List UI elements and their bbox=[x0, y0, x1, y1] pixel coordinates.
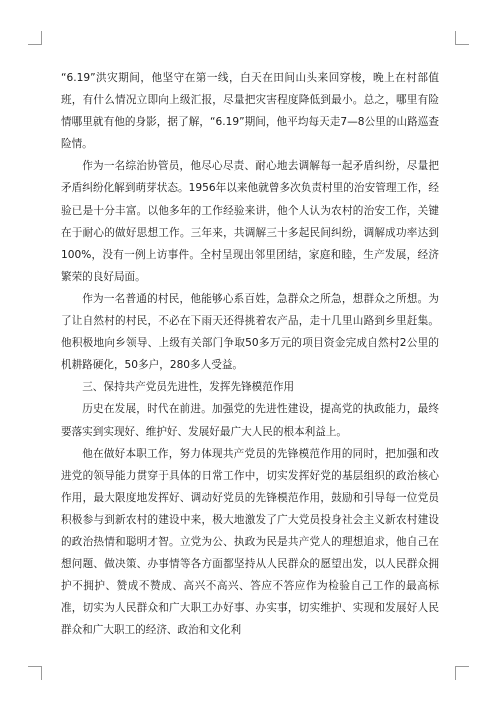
crop-mark-top-left bbox=[28, 31, 42, 45]
paragraph: 作为一名综治协管员，他尽心尽责、耐心地去调解每一起矛盾纠纷，尽量把矛盾纠纷化解到萌芽状态。1956年以来他就曾多次负责村里的治安管理工作，经验已是十分丰富。以他多年的工作经验来讲，他个人认为农村的治安工作，关键在于耐心的做好思想工作。三年来，共调解三十多起民间纠纷，调解成功率达到100%，没有一例上访事件。全村呈现出邻里团结，家庭和睦，生产发展，经济繁荣的良好局面。 bbox=[61, 160, 439, 283]
paragraph: 他在做好本职工作，努力体现共产党员的先锋模范作用的同时，把加强和改进党的领导能力贯穿于具体的日常工作中，切实发挥好党的基层组织的政治核心作用，最大限度地发挥好、调动好党员的先锋模范作用，鼓励和引导每一位党员积极参与到新农村的建设中来，极大地激发了广大党员投身社会主义新农村建设的政治热情和聪明才智。立党为公、执政为民是共产党人的理想追求，他自己在想问题、做决策、办事情等各方面都坚持从人民群众的愿望出发，以人民群众拥护不拥护、赞成不赞成、高兴不高兴、答应不答应作为检验自己工作的最高标准，切实为人民群众和广大职工办好事、办实事，切实维护、实现和发展好人民群众和广大职工的经济、政治和文化利 bbox=[61, 447, 439, 637]
crop-mark-bottom-right bbox=[455, 666, 469, 680]
paragraph: “6.19”洪灾期间，他坚守在第一线，白天在田间山头来回穿梭，晚上在村部值班，有什么情况立即向上级汇报，尽量把灾害程度降低到最小。总之，哪里有险情哪里就有他的身影，据了解，“6.19”期间，他平均每天走7—8公里的山路巡查险情。 bbox=[61, 72, 439, 151]
paragraph: 作为一名普通的村民，他能够心系百姓，急群众之所急，想群众之所想。为了让自然村的村民，不必在下雨天还得挑着农产品，走十几里山路到乡里赶集。他积极地向乡领导、上级有关部门争取50多万元的项目资金完成自然村2公里的机耕路硬化，50多户，280多人受益。 bbox=[61, 292, 439, 372]
crop-mark-bottom-left bbox=[28, 666, 42, 680]
paragraph: 历史在发展，时代在前进。加强党的先进性建设，提高党的执政能力，最终要落实到实现好、维护好、发展好最广大人民的根本利益上。 bbox=[61, 403, 439, 438]
crop-mark-top-right bbox=[455, 31, 469, 45]
section-heading: 三、保持共产党员先进性，发挥先锋模范作用 bbox=[82, 381, 295, 394]
document-body bbox=[61, 67, 439, 641]
